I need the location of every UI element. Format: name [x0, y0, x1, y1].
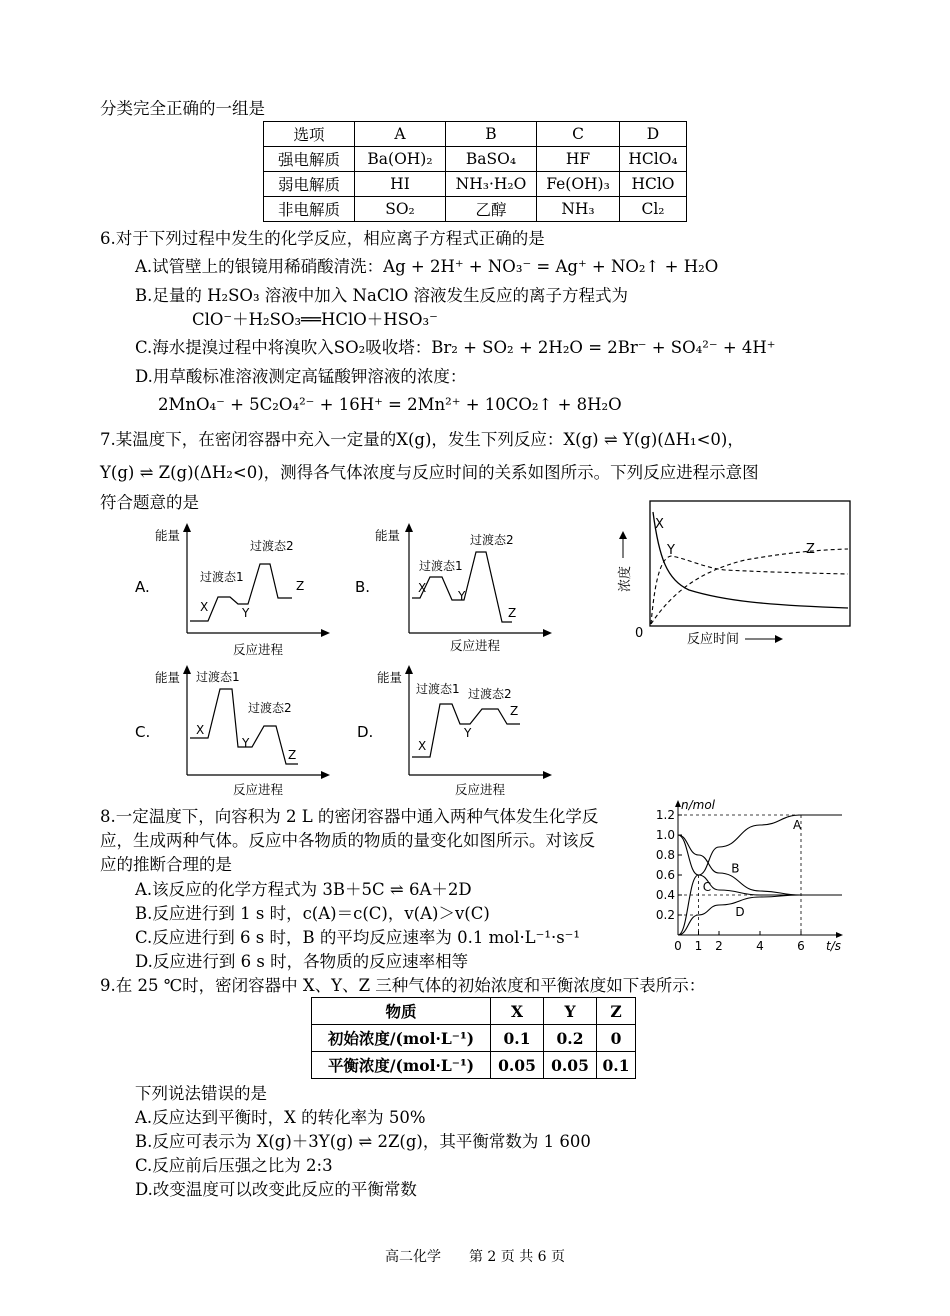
table-cell: 弱电解质: [264, 172, 355, 197]
q7-stem-line1: 7.某温度下，在密闭容器中充入一定量的X(g)，发生下列反应：X(g) ⇌ Y(g)(ΔH₁<0)，: [100, 430, 744, 449]
transition-state-label: 过渡态2: [468, 687, 512, 701]
transition-state-label: 过渡态1: [196, 670, 240, 684]
equilibrium-table: [311, 997, 636, 1079]
curve-label: X: [655, 517, 664, 532]
q6-option-d-equation: 2MnO₄⁻ + 5C₂O₄²⁻ + 16H⁺ = 2Mn²⁺ + 10CO₂↑ + 8H₂O: [158, 395, 622, 414]
axis-progress-label: 反应进程: [455, 782, 506, 797]
q9-option-b: B.反应可表示为 X(g)＋3Y(g) ⇌ 2Z(g)，其平衡常数为 1 600: [135, 1132, 591, 1151]
energy-diagram-c: [130, 662, 330, 802]
energy-diagram-b: [352, 520, 552, 660]
curve-label: Y: [667, 543, 675, 558]
q6-stem: 6.对于下列过程中发生的化学反应，相应离子方程式正确的是: [100, 229, 545, 248]
axis-progress-label: 反应进程: [233, 782, 284, 797]
table-cell: 初始浓度/(mol·L⁻¹): [312, 1025, 491, 1052]
q8-stem-line1: 8.一定温度下，向容积为 2 L 的密闭容器中通入两种气体发生化学反: [100, 807, 599, 826]
table-cell: 物质: [312, 998, 491, 1025]
axis-concentration-label: 浓度: [618, 565, 633, 592]
table-cell: HI: [355, 172, 446, 197]
table-row: [264, 122, 687, 147]
table-cell: D: [620, 122, 687, 147]
table-cell: 0.2: [544, 1025, 597, 1052]
table-row: [264, 197, 687, 222]
q8-option-d: D.反应进行到 6 s 时，各物质的反应速率相等: [135, 952, 469, 971]
y-tick-label: 0.2: [655, 908, 675, 922]
q8-stem-line2: 应，生成两种气体。反应中各物质的物质的量变化如图所示。对该反: [100, 831, 595, 850]
energy-diagram-d: [352, 662, 552, 802]
species-label: X: [418, 739, 427, 753]
series-label: A: [793, 818, 802, 832]
q6-option-d: D.用草酸标准溶液测定高锰酸钾溶液的浓度：: [135, 367, 467, 386]
q9-prompt: 下列说法错误的是: [135, 1084, 267, 1103]
table-row: [264, 147, 687, 172]
table-row: [264, 172, 687, 197]
y-axis-label: n/mol: [681, 798, 716, 812]
species-label: Z: [508, 606, 517, 620]
table-cell: 0: [597, 1025, 636, 1052]
table-cell: 平衡浓度/(mol·L⁻¹): [312, 1052, 491, 1079]
table-cell: Y: [544, 998, 597, 1025]
curve-label: Z: [806, 542, 815, 557]
species-label: Z: [288, 748, 297, 762]
species-label: X: [418, 581, 427, 595]
moles-time-chart: [650, 795, 850, 960]
species-label: Y: [242, 606, 250, 620]
table-cell: X: [491, 998, 544, 1025]
axis-energy-label: 能量: [155, 670, 181, 685]
q6-option-a: A.试管壁上的银镜用稀硝酸清洗：Ag + 2H⁺ + NO₃⁻ = Ag⁺ + NO₂↑ + H₂O: [135, 257, 719, 276]
x-tick-label: 1: [694, 939, 703, 953]
option-c-label: C.: [135, 723, 151, 741]
series-label: D: [735, 904, 745, 919]
series-x-curve: [653, 512, 848, 608]
axis-energy-label: 能量: [377, 670, 403, 685]
y-tick-label: 0.4: [655, 888, 675, 902]
table-cell: Z: [597, 998, 636, 1025]
table-cell: B: [446, 122, 537, 147]
table-cell: HF: [537, 147, 620, 172]
option-a-label: A.: [135, 578, 150, 596]
table-cell: 0.05: [491, 1052, 544, 1079]
table-cell: C: [537, 122, 620, 147]
option-b-label: B.: [355, 578, 371, 596]
table-cell: BaSO₄: [446, 147, 537, 172]
q7-stem-line3: 符合题意的是: [100, 493, 199, 512]
table-row: [312, 998, 636, 1025]
table-cell: 0.1: [597, 1052, 636, 1079]
table-cell: 0.05: [544, 1052, 597, 1079]
q7-stem-line2: Y(g) ⇌ Z(g)(ΔH₂<0)，测得各气体浓度与反应时间的关系如图所示。下列反应进程示意图: [100, 463, 759, 482]
transition-state-label: 过渡态1: [419, 559, 463, 573]
page-footer: 高二化学 第 2 页 共 6 页: [384, 1249, 566, 1265]
x-tick-label: 6: [797, 939, 805, 953]
table-cell: 非电解质: [264, 197, 355, 222]
series-label: C: [702, 880, 712, 894]
y-tick-label: 1.2: [655, 808, 675, 822]
table-cell: HClO₄: [620, 147, 687, 172]
axis-progress-label: 反应进程: [450, 638, 501, 653]
q9-option-d: D.改变温度可以改变此反应的平衡常数: [135, 1180, 417, 1199]
q8-option-c: C.反应进行到 6 s 时，B 的平均反应速率为 0.1 mol·L⁻¹·s⁻¹: [135, 928, 581, 947]
series-d-line: [678, 895, 842, 935]
q5-intro: 分类完全正确的一组是: [100, 99, 265, 118]
x-tick-label: 2: [715, 939, 723, 953]
series-a-line: [678, 815, 842, 935]
table-row: [312, 1025, 636, 1052]
x-axis-label: t/s: [826, 939, 841, 953]
axis-energy-label: 能量: [155, 528, 181, 543]
transition-state-label: 过渡态1: [200, 570, 244, 584]
table-row: [312, 1052, 636, 1079]
classification-table: [263, 121, 687, 222]
series-label: B: [731, 861, 740, 876]
species-label: Y: [458, 589, 466, 603]
species-label: X: [200, 600, 209, 614]
q9-stem: 9.在 25 ℃时，密闭容器中 X、Y、Z 三种气体的初始浓度和平衡浓度如下表所示：: [100, 976, 706, 995]
table-cell: NH₃·H₂O: [446, 172, 537, 197]
y-tick-label: 0.6: [655, 868, 675, 882]
table-cell: 选项: [264, 122, 355, 147]
table-cell: A: [355, 122, 446, 147]
q8-option-a: A.该反应的化学方程式为 3B＋5C ⇌ 6A＋2D: [135, 880, 472, 899]
table-cell: HClO: [620, 172, 687, 197]
concentration-time-graph: [615, 498, 855, 653]
series-y-curve: [651, 556, 848, 624]
species-label: Y: [464, 726, 472, 740]
origin-label: 0: [635, 626, 644, 641]
option-d-label: D.: [357, 723, 374, 741]
x-tick-label: 0: [674, 939, 682, 953]
transition-state-label: 过渡态2: [470, 533, 514, 547]
axis-progress-label: 反应进程: [233, 642, 284, 657]
q8-option-b: B.反应进行到 1 s 时，c(A)＝c(C)，v(A)＞v(C): [135, 904, 490, 923]
table-cell: 强电解质: [264, 147, 355, 172]
table-cell: 乙醇: [446, 197, 537, 222]
q6-option-c: C.海水提溴过程中将溴吹入SO₂吸收塔：Br₂ + SO₂ + 2H₂O = 2Br⁻ + SO₄²⁻ + 4H⁺: [135, 338, 776, 357]
transition-state-label: 过渡态2: [250, 539, 294, 553]
q8-stem-line3: 应的推断合理的是: [100, 855, 232, 874]
species-label: Z: [510, 704, 519, 718]
axis-energy-label: 能量: [375, 528, 401, 543]
y-tick-label: 1.0: [655, 828, 675, 842]
series-z-curve: [651, 549, 848, 624]
species-label: Y: [242, 736, 250, 750]
energy-diagram-a: [130, 520, 330, 660]
species-label: X: [196, 723, 205, 737]
table-cell: SO₂: [355, 197, 446, 222]
q9-option-c: C.反应前后压强之比为 2:3: [135, 1156, 333, 1175]
axis-time-label: 反应时间: [687, 632, 740, 647]
q9-option-a: A.反应达到平衡时，X 的转化率为 50%: [135, 1108, 426, 1127]
species-label: Z: [296, 579, 305, 593]
x-axis-arrow: [836, 932, 843, 938]
table-cell: NH₃: [537, 197, 620, 222]
table-cell: Cl₂: [620, 197, 687, 222]
table-cell: Ba(OH)₂: [355, 147, 446, 172]
q6-option-b: B.足量的 H₂SO₃ 溶液中加入 NaClO 溶液发生反应的离子方程式为: [135, 286, 629, 305]
table-cell: 0.1: [491, 1025, 544, 1052]
y-tick-label: 0.8: [655, 848, 675, 862]
transition-state-label: 过渡态2: [248, 701, 292, 715]
q6-option-b-equation: ClO⁻＋H₂SO₃══HClO＋HSO₃⁻: [192, 310, 438, 329]
transition-state-label: 过渡态1: [416, 682, 460, 696]
table-cell: Fe(OH)₃: [537, 172, 620, 197]
x-tick-label: 4: [756, 939, 764, 953]
